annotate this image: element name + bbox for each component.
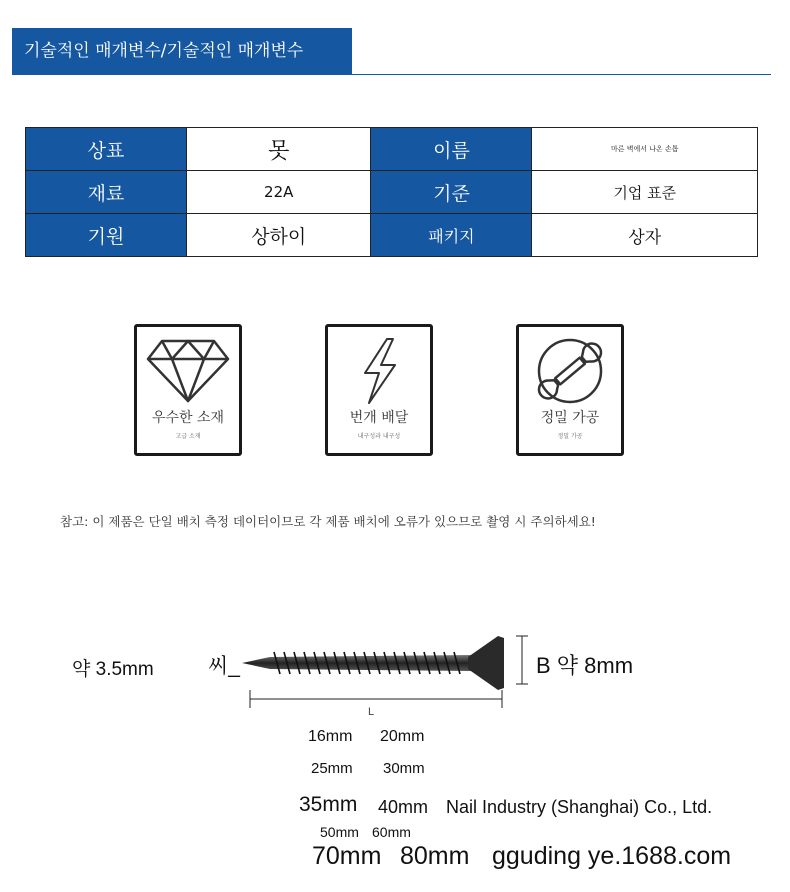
spec-value: 기업 표준 xyxy=(532,171,758,214)
head-diameter-label: B 약 8mm xyxy=(536,653,634,678)
size-label: 25mm xyxy=(311,760,353,777)
spec-key: 이름 xyxy=(371,128,532,171)
wrench-icon xyxy=(528,335,612,405)
size-label: 20mm xyxy=(380,728,425,745)
head-dimension-bracket xyxy=(512,634,536,688)
table-row xyxy=(26,214,758,257)
thread-marker-label: 씨_ xyxy=(208,655,240,678)
feature-card-material xyxy=(134,324,242,456)
feature-title: 정밀 가공 xyxy=(540,410,600,426)
size-label: 30mm xyxy=(383,760,425,777)
section-title: 기술적인 매개변수/기술적인 매개변수 xyxy=(24,41,304,61)
table-row xyxy=(26,171,758,214)
feature-title: 우수한 소재 xyxy=(151,410,225,426)
section-header xyxy=(12,28,352,74)
size-label: 80mm xyxy=(400,842,470,870)
size-label: 60mm xyxy=(372,824,411,840)
size-label: 16mm xyxy=(308,728,353,745)
diameter-label: 약 3.5mm xyxy=(72,659,154,680)
feature-subtitle: 정밀 가공 xyxy=(557,433,583,440)
size-label: 35mm xyxy=(299,793,358,816)
size-label: 50mm xyxy=(320,824,359,840)
feature-card-precision xyxy=(516,324,624,456)
header-divider xyxy=(12,74,771,75)
lightning-icon xyxy=(337,335,421,405)
feature-subtitle: 내구성과 내구성 xyxy=(357,433,401,440)
feature-card-delivery xyxy=(325,324,433,456)
spec-value: 상하이 xyxy=(187,214,371,257)
spec-value: 마른 벽에서 나온 손톱 xyxy=(532,128,758,171)
spec-table xyxy=(25,127,758,257)
spec-key: 패키지 xyxy=(371,214,532,257)
size-label: 70mm xyxy=(312,842,382,870)
website-label: gguding ye.1688.com xyxy=(492,842,732,870)
spec-value: 못 xyxy=(187,128,371,171)
spec-value: 22A xyxy=(187,171,371,214)
measurement-note: 참고: 이 제품은 단일 배치 측정 데이터이므로 각 제품 배치에 오류가 있으므로 촬영 시 주의하세요! xyxy=(60,514,596,529)
table-row xyxy=(26,128,758,171)
spec-value: 상자 xyxy=(532,214,758,257)
diamond-icon xyxy=(146,335,230,405)
length-marker: L xyxy=(368,706,375,718)
spec-key: 기준 xyxy=(371,171,532,214)
screw-icon xyxy=(240,630,540,720)
size-label: 40mm xyxy=(378,797,429,817)
feature-title: 번개 배달 xyxy=(349,410,409,426)
spec-key: 상표 xyxy=(26,128,187,171)
company-name: Nail Industry (Shanghai) Co., Ltd. xyxy=(446,797,713,817)
spec-key: 기원 xyxy=(26,214,187,257)
feature-subtitle: 고급 소재 xyxy=(175,433,201,440)
spec-key: 재료 xyxy=(26,171,187,214)
